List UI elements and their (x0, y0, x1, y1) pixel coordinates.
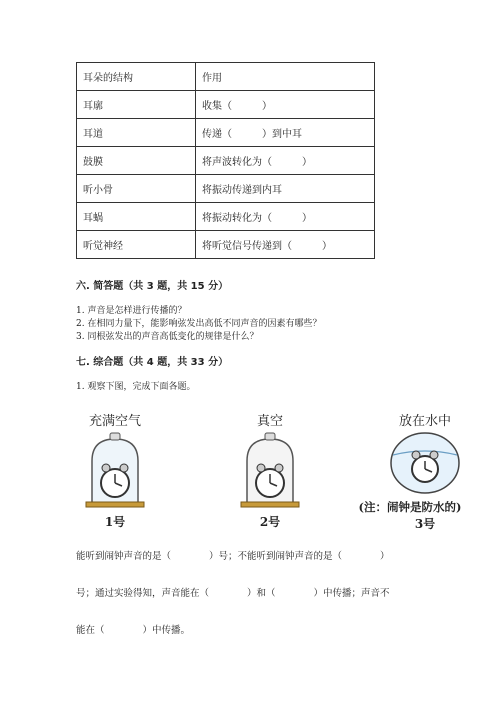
table-cell-part: 鼓膜 (77, 147, 196, 175)
ear-structure-table (76, 62, 375, 259)
section7-question-1: 1. 观察下图，完成下面各题。 (76, 382, 196, 392)
table-row (77, 119, 375, 147)
bell-jar-clock-image (70, 429, 160, 509)
table-row (77, 91, 375, 119)
table-cell-function: 传递（ ）到中耳 (196, 119, 375, 147)
fill-blank-line-3: 能在（ ）中传播。 (76, 625, 191, 636)
water-bowl-clock-image (380, 429, 470, 495)
question-1: 1. 声音是怎样进行传播的？ (76, 306, 187, 316)
table-row (77, 175, 375, 203)
table-cell-function: 将声波转化为（ ） (196, 147, 375, 175)
figure-number: 2号 (259, 515, 281, 529)
figure-number: 1号 (104, 515, 126, 529)
question-2: 2. 在相同力量下，能影响弦发出高低不同声音的因素有哪些？ (76, 319, 322, 329)
bell-jar-clock-image (225, 429, 315, 509)
table-cell-part: 耳蜗 (77, 203, 196, 231)
table-cell-part: 听觉神经 (77, 231, 196, 259)
table-cell-function: 将振动传递到内耳 (196, 175, 375, 203)
table-row (77, 147, 375, 175)
table-header-cell: 耳朵的结构 (77, 63, 196, 91)
table-cell-function: 收集（ ） (196, 91, 375, 119)
section6-title: 六. 简答题（共 3 题，共 15 分） (76, 281, 229, 292)
table-cell-function: 将听觉信号传递到（ ） (196, 231, 375, 259)
table-header-cell: 作用 (196, 63, 375, 91)
fill-blank-line-1: 能听到闹钟声音的是（ ）号；不能听到闹钟声音的是（ ） (76, 551, 390, 562)
table-cell-function: 将振动转化为（ ） (196, 203, 375, 231)
table-cell-part: 耳廓 (77, 91, 196, 119)
figure-number: 3号 (414, 517, 436, 531)
table-cell-part: 耳道 (77, 119, 196, 147)
figure-note: (注：闹钟是防水的) (358, 500, 462, 514)
figure-label: 放在水中 (398, 414, 451, 429)
fill-blank-line-2: 号；通过实验得知，声音能在（ ）和（ ）中传播；声音不 (76, 588, 390, 599)
figure-air (60, 410, 170, 530)
table-header-row (77, 63, 375, 91)
section7-title: 七. 综合题（共 4 题，共 33 分） (76, 357, 229, 368)
figure-label: 充满空气 (88, 414, 141, 429)
table-row (77, 231, 375, 259)
figure-label: 真空 (256, 414, 283, 429)
table-row (77, 203, 375, 231)
table-cell-part: 听小骨 (77, 175, 196, 203)
question-3: 3. 同根弦发出的声音高低变化的规律是什么？ (76, 332, 259, 342)
figure-water (358, 410, 480, 532)
figure-vacuum (215, 410, 325, 530)
